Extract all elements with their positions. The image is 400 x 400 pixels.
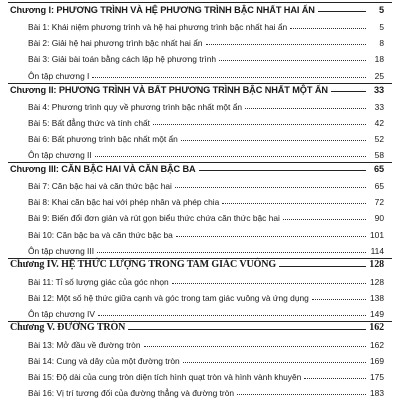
toc-page: 128 [370,277,384,287]
toc-label: Bài 8: Khai căn bậc hai với phép nhân và phép chia [28,197,220,207]
leader-dots [312,299,366,300]
leader-dots [331,91,366,92]
toc-label: Bài 4: Phương trình quy về phương trình bậc nhất một ẩn [28,102,243,112]
toc-label: Chương III: CĂN BẬC HAI VÀ CĂN BẬC BA [10,164,196,174]
toc-label: Bài 1: Khái niệm phương trình và hệ hai phương trình bậc nhất hai ẩn [28,22,288,32]
leader-dots [245,108,366,109]
toc-lesson-1 [28,19,384,32]
toc-lesson-15 [28,369,384,382]
toc-page: 114 [370,246,384,256]
toc-page: 65 [373,164,384,174]
leader-dots [172,283,366,284]
toc-page: 101 [370,230,384,240]
toc-lesson-4 [28,99,384,112]
leader-dots [97,252,366,253]
toc-label: Ôn tập chương III [28,246,95,256]
toc-label: Bài 10: Căn bậc ba và căn thức bậc ba [28,230,173,240]
toc-label: Bài 13: Mở đầu về đường tròn [28,340,141,350]
toc-page: 175 [370,372,384,382]
toc-lesson-12 [28,290,384,303]
leader-dots [128,329,366,330]
leader-dots [183,362,366,363]
leader-dots [153,124,366,125]
leader-dots [318,11,366,12]
leader-dots [219,60,366,61]
toc-review-3 [28,243,384,256]
toc-page: 8 [379,38,384,48]
toc-lesson-8 [28,194,384,207]
toc-lesson-14 [28,353,384,366]
leader-dots [92,77,366,78]
toc-page: 138 [370,293,384,303]
toc-page: 33 [374,102,384,112]
leader-dots [199,170,366,171]
toc-label: Bài 3: Giải bài toán bằng cách lập hệ phương trình [28,54,217,64]
toc-chapter-5 [10,320,384,333]
toc-lesson-11 [28,274,384,287]
toc-page: 58 [374,150,384,160]
leader-dots [304,378,366,379]
leader-dots [95,156,366,157]
toc-page: 149 [370,309,384,319]
toc-page: 128 [369,259,384,270]
leader-dots [279,266,366,267]
leader-dots [206,44,366,45]
toc-review-2 [28,147,384,160]
toc-chapter-3 [10,161,384,174]
toc-lesson-3 [28,51,384,64]
toc-page: 162 [369,322,384,333]
toc-page: 5 [379,22,384,32]
toc-label: Bài 7: Căn bậc hai và căn thức bậc hai [28,181,172,191]
leader-dots [290,28,366,29]
toc-page: 42 [374,118,384,128]
toc-lesson-13 [28,337,384,350]
leader-dots [237,394,366,395]
toc-label: Bài 6: Bất phương trình bậc nhất một ẩn [28,134,178,144]
toc-label: Bài 15: Độ dài của cung tròn diện tích hình quạt tròn và hình vành khuyên [28,372,302,382]
leader-dots [175,187,366,188]
toc-page: 162 [370,340,384,350]
toc-label: Bài 14: Cung và dây của một đường tròn [28,356,180,366]
toc-review-1 [28,68,384,81]
toc-page: 5 [378,5,384,15]
toc-chapter-2 [10,82,384,95]
toc-chapter-1 [10,2,384,15]
toc-lesson-10 [28,227,384,240]
toc-chapter-4 [10,257,384,270]
toc-page: 183 [370,388,384,398]
toc-label: Bài 2: Giải hệ hai phương trình bậc nhất hai ẩn [28,38,203,48]
toc-label: Bài 9: Biến đổi đơn giản và rút gọn biểu thức chứa căn thức bậc hai [28,213,280,223]
leader-dots [283,219,366,220]
toc-page: 65 [374,181,384,191]
toc-label: Chương IV. HỆ THỨC LƯỢNG TRONG TAM GIÁC VUÔNG [10,259,277,270]
toc-label: Ôn tập chương I [28,71,90,81]
toc-label: Bài 11: Tỉ số lượng giác của góc nhọn [28,277,169,287]
toc-page: 33 [373,85,384,95]
toc-lesson-5 [28,115,384,128]
toc-page: 90 [374,213,384,223]
leader-dots [222,203,366,204]
toc-lesson-7 [28,178,384,191]
toc-page: 169 [370,356,384,366]
toc-page: 72 [374,197,384,207]
toc-lesson-6 [28,131,384,144]
toc-page: 25 [374,71,384,81]
toc-lesson-16 [28,385,384,398]
toc-label: Ôn tập chương IV [28,309,95,319]
leader-dots [176,236,366,237]
toc-label: Bài 16: Vị trí tương đối của đường thẳng và đường tròn [28,388,235,398]
toc-page: 18 [374,54,384,64]
toc-lesson-9 [28,210,384,223]
toc-label: Bài 5: Bất đẳng thức và tính chất [28,118,151,128]
leader-dots [98,315,366,316]
toc-label: Chương I: PHƯƠNG TRÌNH VÀ HỆ PHƯƠNG TRÌNH BẬC NHẤT HAI ẨN [10,5,315,15]
toc-label: Bài 12: Một số hệ thức giữa cạnh và góc trong tam giác vuông và ứng dụng [28,293,309,303]
toc-label: Chương V. ĐƯỜNG TRÒN [10,322,126,333]
leader-dots [144,346,367,347]
toc-label: Chương II: PHƯƠNG TRÌNH VÀ BẤT PHƯƠNG TRÌNH BẬC NHẤT MỘT ẨN [10,85,328,95]
toc-page: 52 [374,134,384,144]
toc-lesson-2 [28,35,384,48]
toc-review-4 [28,306,384,319]
leader-dots [181,140,366,141]
toc-label: Ôn tập chương II [28,150,92,160]
